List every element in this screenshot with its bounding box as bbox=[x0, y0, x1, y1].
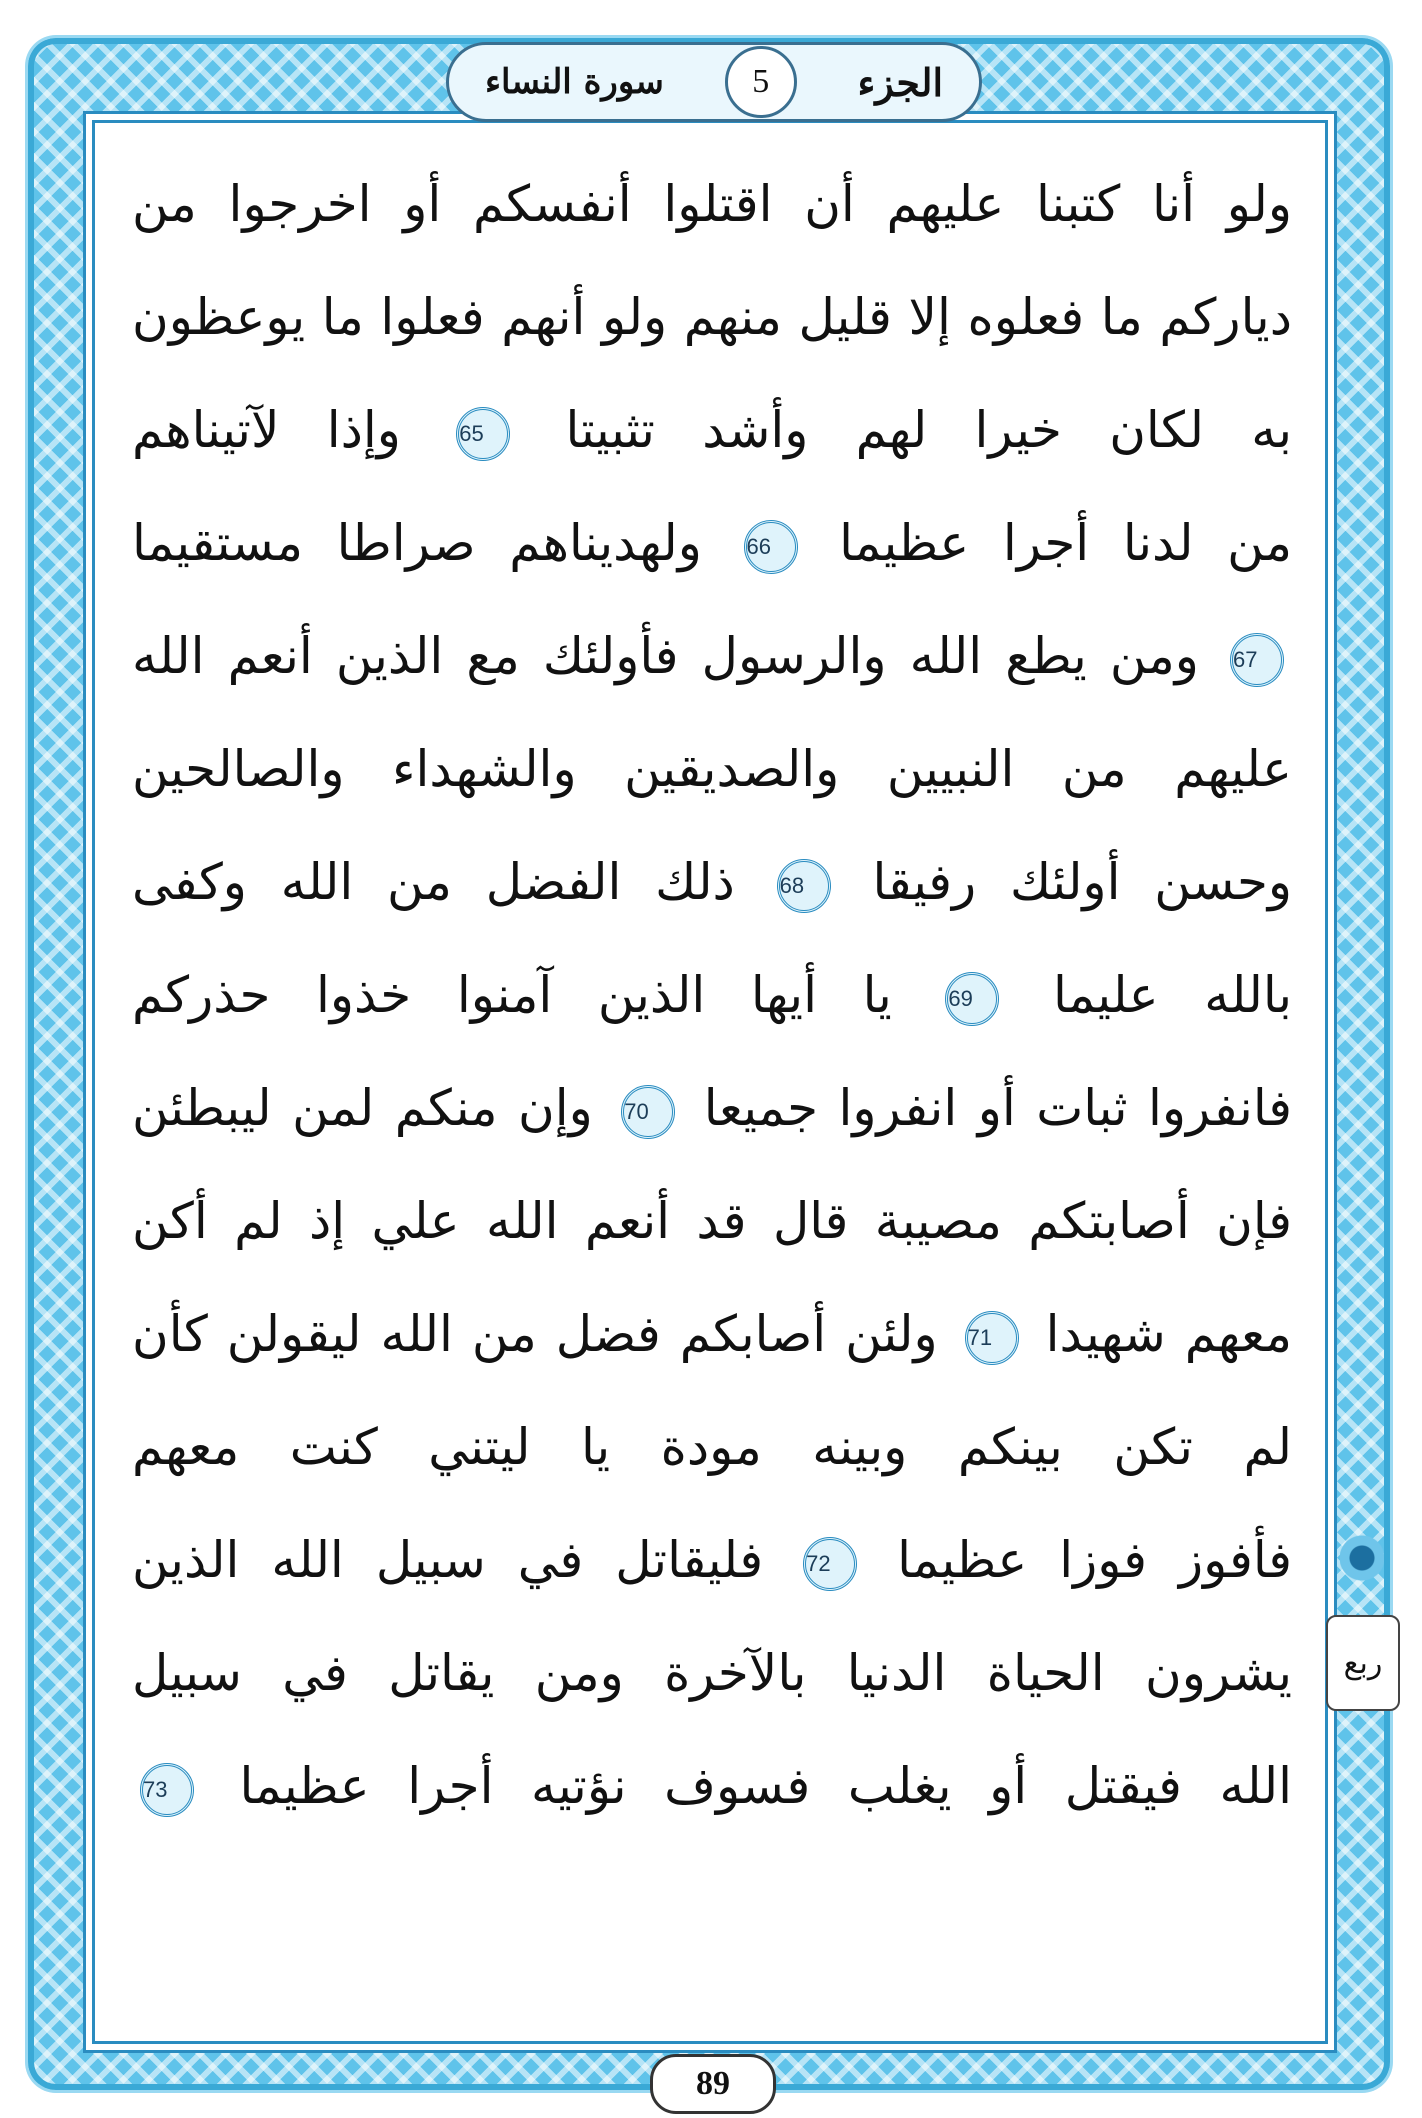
text-line bbox=[132, 826, 1292, 939]
verse-text: به لكان خيرا لهم وأشد تثبيتا bbox=[518, 401, 1292, 459]
text-line bbox=[132, 148, 1292, 261]
ayah-end-marker: 69 bbox=[945, 972, 999, 1026]
verse-text: فأفوز فوزا عظيما bbox=[865, 1531, 1292, 1589]
text-line bbox=[132, 261, 1292, 374]
text-line bbox=[132, 1617, 1292, 1730]
juz-number: 5 bbox=[725, 46, 797, 118]
juz-label: الجزء bbox=[857, 59, 943, 105]
text-line bbox=[132, 1504, 1292, 1617]
page-header bbox=[446, 42, 982, 122]
verse-text: فإن أصابتكم مصيبة قال قد أنعم الله علي إذ لم أكن bbox=[132, 1192, 1292, 1250]
verse-text: فانفروا ثبات أو انفروا جميعا bbox=[683, 1079, 1292, 1137]
verse-text: ولئن أصابكم فضل من الله ليقولن كأن bbox=[132, 1305, 957, 1363]
text-line bbox=[132, 600, 1292, 713]
verse-text: يشرون الحياة الدنيا بالآخرة ومن يقاتل في سبيل bbox=[132, 1644, 1292, 1702]
verse-text: بالله عليما bbox=[1007, 966, 1292, 1024]
verse-text: يا أيها الذين آمنوا خذوا حذركم bbox=[132, 966, 938, 1024]
verse-text: ومن يطع الله والرسول فأولئك مع الذين أنعم الله bbox=[132, 627, 1222, 685]
surah-title: سورة النساء bbox=[485, 62, 664, 102]
ayah-end-marker: 67 bbox=[1230, 633, 1284, 687]
rub-ornament-icon bbox=[1340, 1530, 1384, 1610]
text-line bbox=[132, 1391, 1292, 1504]
text-line bbox=[132, 1730, 1292, 1843]
text-line bbox=[132, 713, 1292, 826]
text-line bbox=[132, 939, 1292, 1052]
verse-text: ذلك الفضل من الله وكفى bbox=[132, 853, 769, 911]
verse-text: وإذا لآتيناهم bbox=[132, 401, 449, 459]
verse-text: دياركم ما فعلوه إلا قليل منهم ولو أنهم فعلوا ما يوعظون bbox=[132, 288, 1292, 346]
ayah-end-marker: 73 bbox=[140, 1763, 194, 1817]
ayah-end-marker: 72 bbox=[803, 1537, 857, 1591]
text-line bbox=[132, 374, 1292, 487]
verse-text: من لدنا أجرا عظيما bbox=[805, 514, 1292, 572]
verse-text: وإن منكم لمن ليبطئن bbox=[132, 1079, 614, 1137]
verse-text: فليقاتل في سبيل الله الذين bbox=[132, 1531, 796, 1589]
verse-text: ولهديناهم صراطا مستقيما bbox=[132, 514, 736, 572]
ayah-end-marker: 66 bbox=[744, 520, 798, 574]
quran-text bbox=[132, 148, 1292, 1843]
verse-text: معهم شهيدا bbox=[1026, 1305, 1292, 1363]
ayah-end-marker: 68 bbox=[777, 859, 831, 913]
page-number: 89 bbox=[650, 2054, 776, 2114]
text-line bbox=[132, 1278, 1292, 1391]
ayah-end-marker: 70 bbox=[621, 1085, 675, 1139]
rub-marker: ربع bbox=[1326, 1615, 1400, 1711]
text-line bbox=[132, 1165, 1292, 1278]
text-line bbox=[132, 1052, 1292, 1165]
verse-text: عليهم من النبيين والصديقين والشهداء والصالحين bbox=[132, 740, 1292, 798]
verse-text: لم تكن بينكم وبينه مودة يا ليتني كنت معهم bbox=[132, 1418, 1292, 1476]
verse-text: ولو أنا كتبنا عليهم أن اقتلوا أنفسكم أو اخرجوا من bbox=[132, 175, 1292, 233]
ayah-end-marker: 65 bbox=[456, 407, 510, 461]
text-line bbox=[132, 487, 1292, 600]
verse-text: الله فيقتل أو يغلب فسوف نؤتيه أجرا عظيما bbox=[202, 1757, 1292, 1815]
ayah-end-marker: 71 bbox=[965, 1311, 1019, 1365]
verse-text: وحسن أولئك رفيقا bbox=[838, 853, 1292, 911]
